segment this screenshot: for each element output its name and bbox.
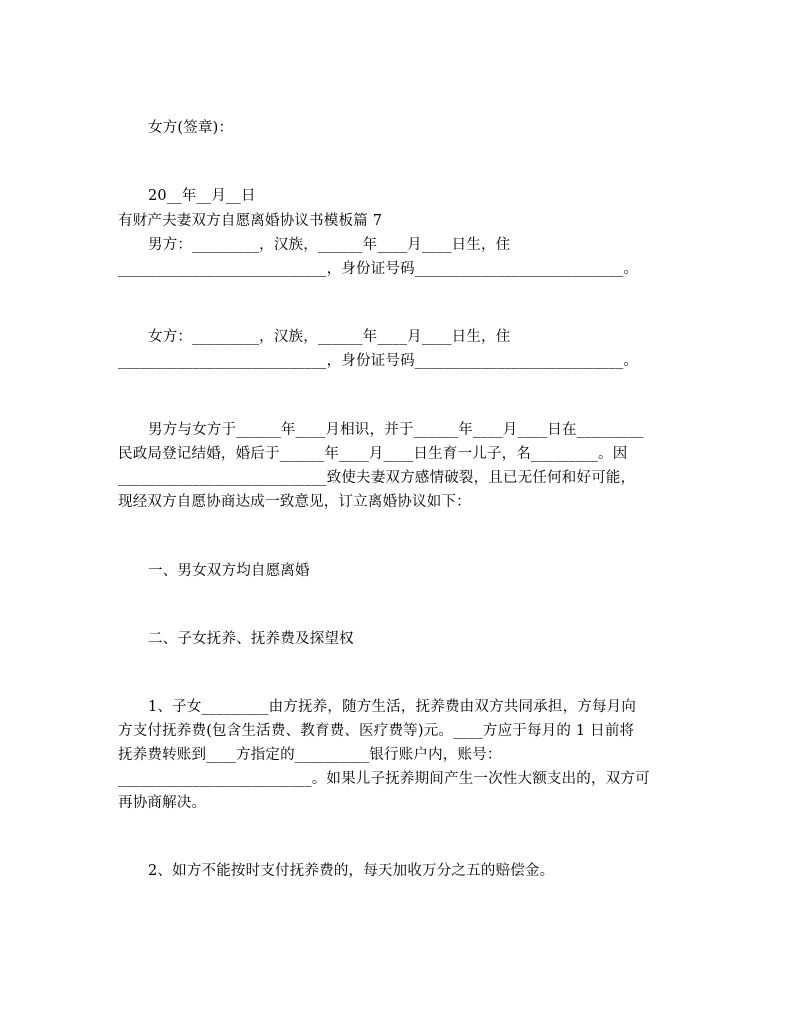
marriage-para-line-1: 男方与女方于______年____月相识，并于______年____月____日在_________ — [148, 422, 644, 438]
female-party-info: 女方：_________，汉族，______年____月____日生，住 — [148, 329, 511, 345]
clause-1-line-3: 抚养费转账到____方指定的__________银行账户内，账号： — [118, 747, 502, 763]
male-party-info: 男方：_________，汉族，______年____月____日生，住 — [148, 237, 511, 253]
section-2-heading: 二、子女抚养、抚养费及探望权 — [148, 631, 354, 647]
clause-1-line-2: 方支付抚养费(包含生活费、教育费、医疗费等)元。____方应于每月的 1 日前将 — [118, 723, 635, 739]
male-party-id: ____________________________，身份证号码____________________________。 — [118, 261, 639, 277]
document-title: 有财产夫妻双方自愿离婚协议书模板篇 7 — [118, 213, 383, 229]
female-party-id: ____________________________，身份证号码____________________________。 — [118, 353, 639, 369]
clause-1-line-1: 1、子女_________由方抚养，随方生活，抚养费由双方共同承担，方每月向 — [148, 699, 637, 715]
female-signature-line: 女方(签章)： — [148, 120, 234, 136]
date-line: 20__年__月__日 — [148, 188, 256, 204]
marriage-para-line-4: 现经双方自愿协商达成一致意见，订立离婚协议如下： — [118, 494, 471, 510]
marriage-para-line-3: ____________________________致使夫妻双方感情破裂，且已无任何和好可能， — [118, 470, 636, 486]
marriage-para-line-2: 民政局登记结婚，婚后于______年____月____日生育一儿子，名_________。因 — [118, 446, 628, 462]
section-1-heading: 一、男女双方均自愿离婚 — [148, 563, 310, 579]
clause-1-line-4: __________________________。如果儿子抚养期间产生一次性大额支出的，双方可 — [118, 771, 650, 787]
clause-1-line-5: 再协商解决。 — [118, 795, 207, 811]
clause-2-line-1: 2、如方不能按时支付抚养费的，每天加收万分之五的赔偿金。 — [148, 863, 555, 879]
